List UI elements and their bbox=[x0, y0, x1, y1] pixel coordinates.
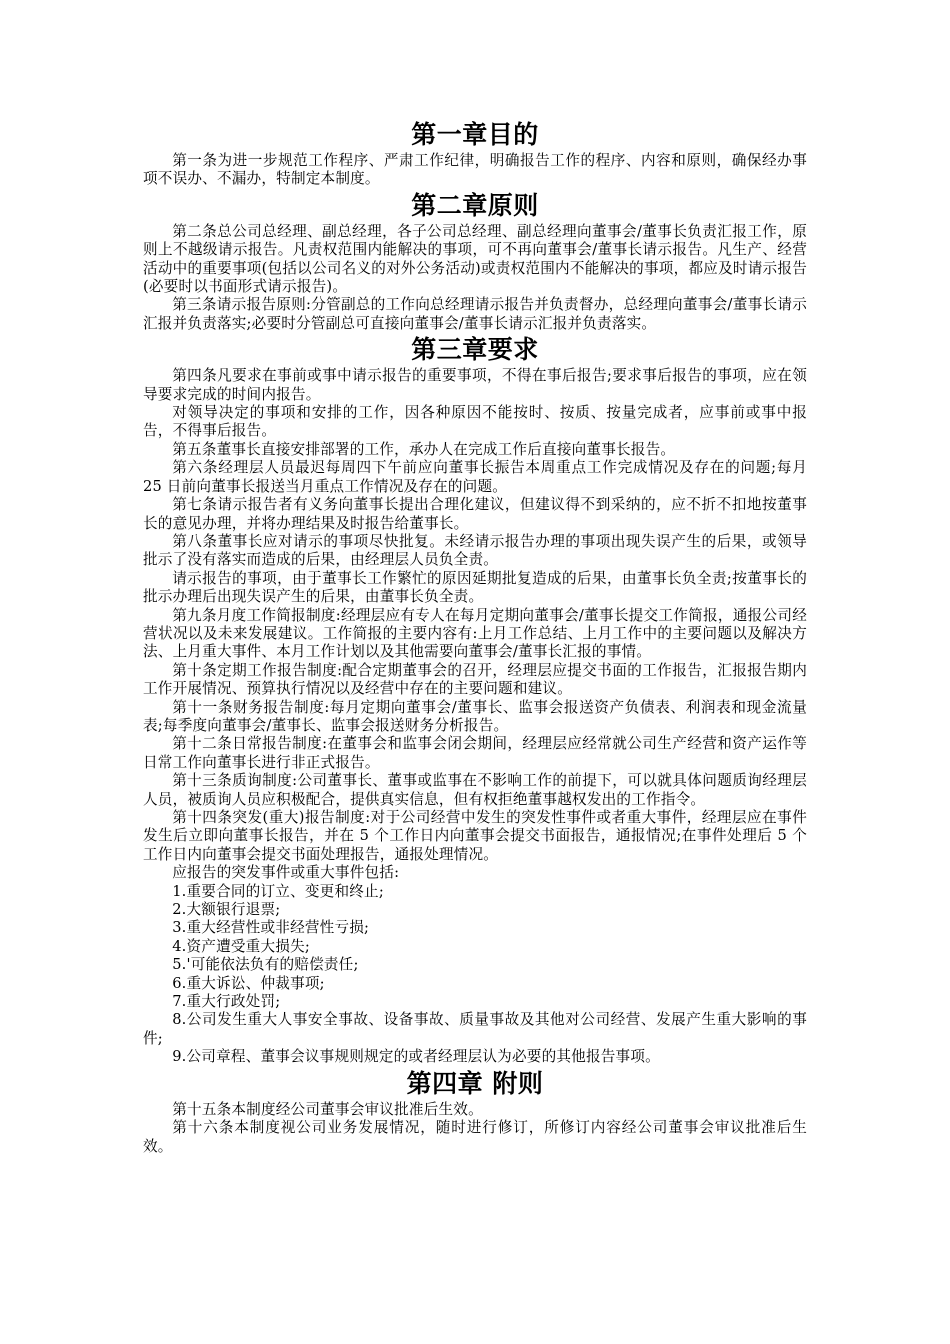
document-page bbox=[143, 118, 807, 1156]
paragraph: 第五条董事长直接安排部署的工作，承办人在完成工作后直接向董事长报告。 bbox=[172, 440, 676, 458]
paragraph: 第六条经理层人员最迟每周四下午前应向董事长振告本周重点工作完成情况及存在的问题;每月 25 日前向董事长报送当月重点工作情况及存在的问题。 bbox=[143, 459, 807, 495]
chapter-2-title: 第二章原则 bbox=[411, 190, 539, 220]
list-item: 3.重大经营性或非经营性亏损; bbox=[172, 919, 370, 937]
paragraph: 第十一条财务报告制度:每月定期向董事会/董事长、监事会报送资产负债表、利润表和现金流量表;每季度向董事会/董事长、监事会报送财务分析报告。 bbox=[143, 698, 807, 734]
paragraph: 对领导决定的事项和安排的工作，因各种原因不能按时、按质、按量完成者，应事前或事中报告，不得事后报告。 bbox=[143, 404, 807, 440]
list-item: 9.公司章程、董事会议事规则规定的或者经理层认为必要的其他报告事项。 bbox=[172, 1048, 660, 1066]
chapter-1-title: 第一章目的 bbox=[411, 120, 539, 149]
paragraph: 第十条定期工作报告制度:配合定期董事会的召开，经理层应提交书面的工作报告，汇报报告期内工作开展情况、预算执行情况以及经营中存在的主要问题和建议。 bbox=[143, 661, 807, 698]
list-item: 2.大额银行退票; bbox=[172, 901, 281, 919]
list-item: 5.'可能依法负有的赔偿责任; bbox=[172, 956, 359, 974]
paragraph: 第三条请示报告原则:分管副总的工作向总经理请示报告并负责督办，总经理向董事会/董事长请示汇报并负责落实;必要时分管副总可直接向董事会/董事长请示汇报并负责落实。 bbox=[143, 296, 807, 332]
paragraph: 第十二条日常报告制度:在董事会和监事会闭会期间，经理层应经常就公司生产经营和资产运作等日常工作向董事长进行非正式报告。 bbox=[143, 735, 807, 771]
paragraph: 第二条总公司总经理、副总经理，各子公司总经理、副总经理向董事会/董事长负责汇报工作，原则上不越级请示报告。凡责权范围内能解决的事项，可不再向董事会/董事长请示报告。凡生产、经营活动中的重要事项(包括以公司名义的对外公务活动)或责权范围内不能解决的事项，都应及时请示报告(必要时以书面形式请示报告)。 bbox=[143, 222, 807, 296]
paragraph: 第十六条本制度视公司业务发展情况，随时进行修订，所修订内容经公司董事会审议批准后生效。 bbox=[143, 1119, 807, 1155]
paragraph: 第七条请示报告者有义务向董事长提出合理化建议，但建议得不到采纳的，应不折不扣地按董事长的意见办理，并将办理结果及时报告给董事长。 bbox=[143, 496, 807, 532]
paragraph: 第十四条突发(重大)报告制度:对于公司经营中发生的突发性事件或者重大事件，经理层应在事件发生后立即向董事长报告，并在 5 个工作日内向董事会提交书面报告，通报情况;在事件处理后 5 个工作日内向董事会提交书面处理报告，通报处理情况。 bbox=[143, 809, 807, 863]
list-item: 6.重大诉讼、仲裁事项; bbox=[172, 974, 325, 992]
paragraph: 第十三条质询制度:公司董事长、董事或监事在不影响工作的前提下，可以就具体问题质询经理层人员，被质询人员应积极配合，提供真实信息，但有权拒绝董事越权发出的工作指令。 bbox=[143, 772, 807, 808]
paragraph: 第四条凡要求在事前或事中请示报告的重要事项，不得在事后报告;要求事后报告的事项，应在领导要求完成的时间内报告。 bbox=[143, 367, 807, 403]
paragraph: 请示报告的事项，由于董事长工作繁忙的原因延期批复造成的后果，由董事长负全责;按董事长的批示办理后出现失误产生的后果，由董事长负全责。 bbox=[143, 569, 807, 606]
paragraph: 第十五条本制度经公司董事会审议批准后生效。 bbox=[172, 1100, 483, 1118]
paragraph: 第九条月度工作简报制度:经理层应有专人在每月定期向董事会/董事长提交工作简报，通报公司经营状况以及未来发展建议。工作简报的主要内容有:上月工作总结、上月工作中的主要问题以及解决方法、上月重大事件、本月工作计划以及其他需要向董事会/董事长汇报的事情。 bbox=[143, 606, 807, 661]
chapter-4-title: 第四章 附则 bbox=[406, 1068, 544, 1098]
list-item: 7.重大行政处罚; bbox=[172, 993, 281, 1011]
paragraph: 第一条为进一步规范工作程序、严肃工作纪律，明确报告工作的程序、内容和原则，确保经办事项不误办、不漏办，特制定本制度。 bbox=[143, 152, 807, 188]
list-item: 8.公司发生重大人事安全事故、设备事故、质量事故及其他对公司经营、发展产生重大影响的事件; bbox=[143, 1011, 807, 1047]
chapter-3-title: 第三章要求 bbox=[411, 335, 539, 365]
list-item: 4.资产遭受重大损失; bbox=[172, 937, 310, 955]
paragraph: 第八条董事长应对请示的事项尽快批复。未经请示报告办理的事项出现失误产生的后果，或领导批示了没有落实而造成的后果，由经理层人员负全责。 bbox=[143, 532, 807, 569]
list-item: 1.重要合同的订立、变更和终止; bbox=[172, 882, 384, 900]
paragraph: 应报告的突发事件或重大事件包括: bbox=[172, 864, 400, 882]
